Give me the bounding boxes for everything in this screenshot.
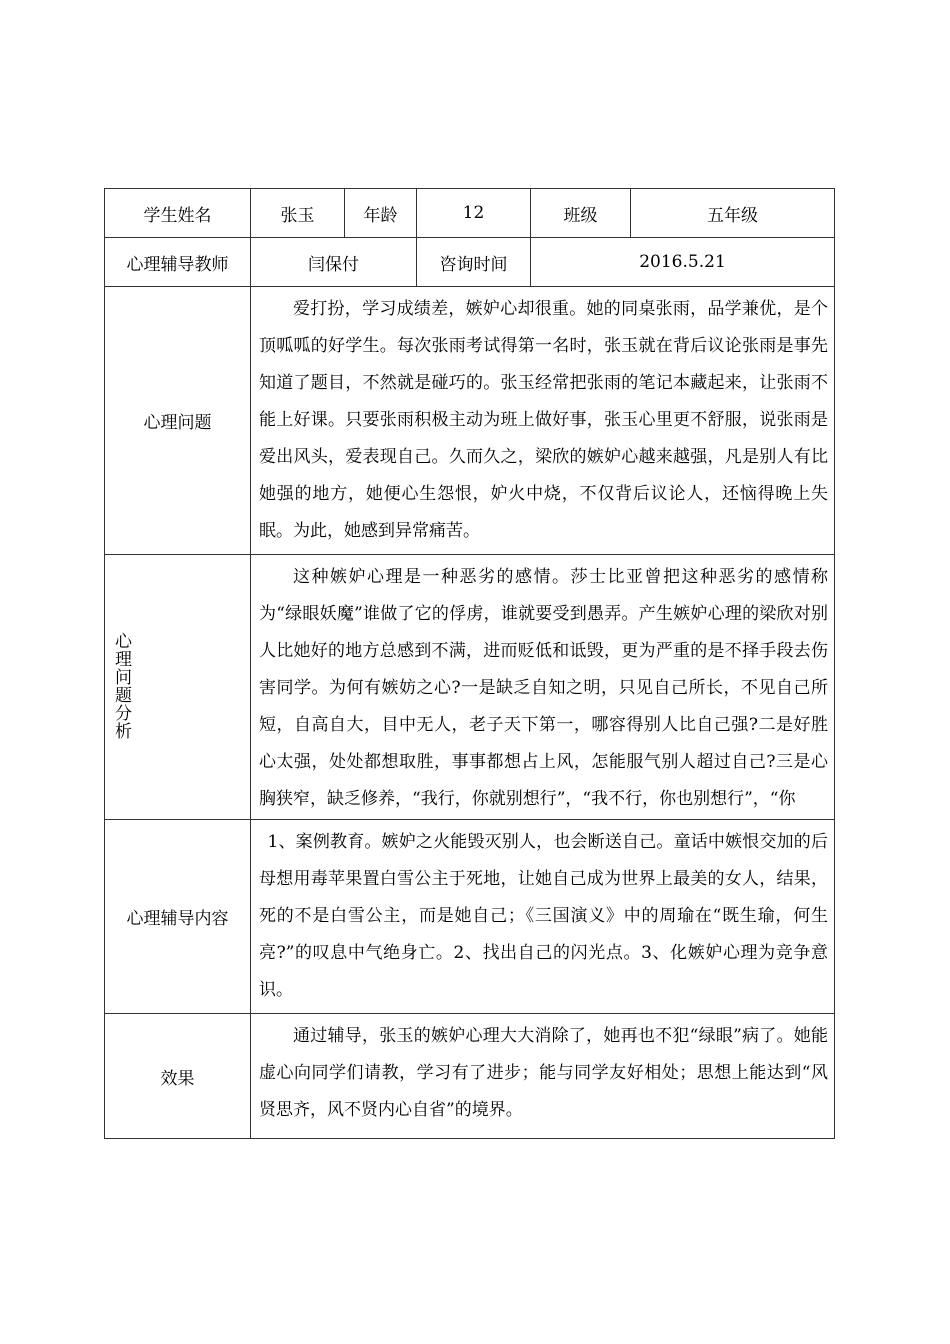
age-label: 年龄 (345, 189, 417, 238)
problem-row (105, 287, 835, 555)
teacher-value: 闫保付 (251, 238, 417, 287)
analysis-label (105, 555, 251, 820)
effect-row (105, 1014, 835, 1139)
counseling-row (105, 820, 835, 1014)
effect-label: 效果 (105, 1014, 251, 1139)
analysis-label-char: 问 (115, 668, 132, 688)
effect-text: 通过辅导，张玉的嫉妒心理大大消除了，她再也不犯“绿眼”病了。她能虚心向同学们请教，学习有了进步；能与同学友好相处；思想上能达到“风贤思齐，风不贤内心自省”的境界。 (259, 1026, 828, 1120)
problem-text: 爱打扮，学习成绩差，嫉妒心却很重。她的同桌张雨，品学兼优，是个顶呱呱的好学生。每次张雨考试得第一名时，张玉就在背后议论张雨是事先知道了题目，不然就是碰巧的。张玉经常把张雨的笔记本藏起来，让张雨不能上好课。只要张雨积极主动为班上做好事，张玉心里更不舒服，说张雨是爱出风头，爱表现自己。久而久之，梁欣的嫉妒心越来越强，凡是别人有比她强的地方，她便心生怨恨，妒火中烧，不仅背后议论人，还恼得晚上失眠。为此，她感到异常痛苦。 (259, 299, 828, 541)
analysis-cell (251, 555, 835, 820)
analysis-row (105, 555, 835, 820)
name-value: 张玉 (251, 189, 345, 238)
counseling-cell (251, 820, 835, 1014)
time-value: 2016.5.21 (531, 238, 835, 287)
name-label: 学生姓名 (105, 189, 251, 238)
counseling-label: 心理辅导内容 (105, 820, 251, 1014)
counseling-record-table (104, 188, 835, 1139)
problem-label: 心理问题 (105, 287, 251, 555)
teacher-label: 心理辅导教师 (105, 238, 251, 287)
analysis-label-char: 题 (115, 686, 132, 706)
counseling-text: 1、案例教育。嫉妒之火能毁灭别人，也会断送自己。童话中嫉恨交加的后母想用毒苹果置白雪公主于死地，让她自己成为世界上最美的女人，结果，死的不是白雪公主，而是她自己；《三国演义》中的周瑜在“既生瑜，何生亮?”的叹息中气绝身亡。2、找出自己的闪光点。3、化嫉妒心理为竞争意识。 (259, 832, 828, 1000)
analysis-label-char: 理 (115, 650, 132, 670)
teacher-info-row (105, 238, 835, 287)
analysis-label-char: 析 (115, 722, 132, 742)
student-info-row (105, 189, 835, 238)
analysis-label-char: 心 (115, 632, 132, 652)
effect-cell (251, 1014, 835, 1139)
class-value: 五年级 (631, 189, 835, 238)
time-label: 咨询时间 (417, 238, 531, 287)
analysis-label-char: 分 (115, 704, 132, 724)
analysis-text: 这种嫉妒心理是一种恶劣的感情。莎士比亚曾把这种恶劣的感情称为“绿眼妖魔”谁做了它的俘虏，谁就要受到愚弄。产生嫉妒心理的梁欣对别人比她好的地方总感到不满，进而贬低和诋毁，更为严重的是不择手段去伤害同学。为何有嫉妨之心?一是缺乏自知之明，只见自己所长，不见自己所短，自高自大，目中无人，老子天下第一，哪容得别人比自己强?二是好胜心太强，处处都想取胜，事事都想占上风，怎能服气别人超过自己?三是心胸狭窄，缺乏修养，“我行，你就别想行”，“我不行，你也别想行”，“你 (259, 567, 828, 809)
age-value: 12 (417, 189, 531, 238)
class-label: 班级 (531, 189, 631, 238)
problem-cell (251, 287, 835, 555)
